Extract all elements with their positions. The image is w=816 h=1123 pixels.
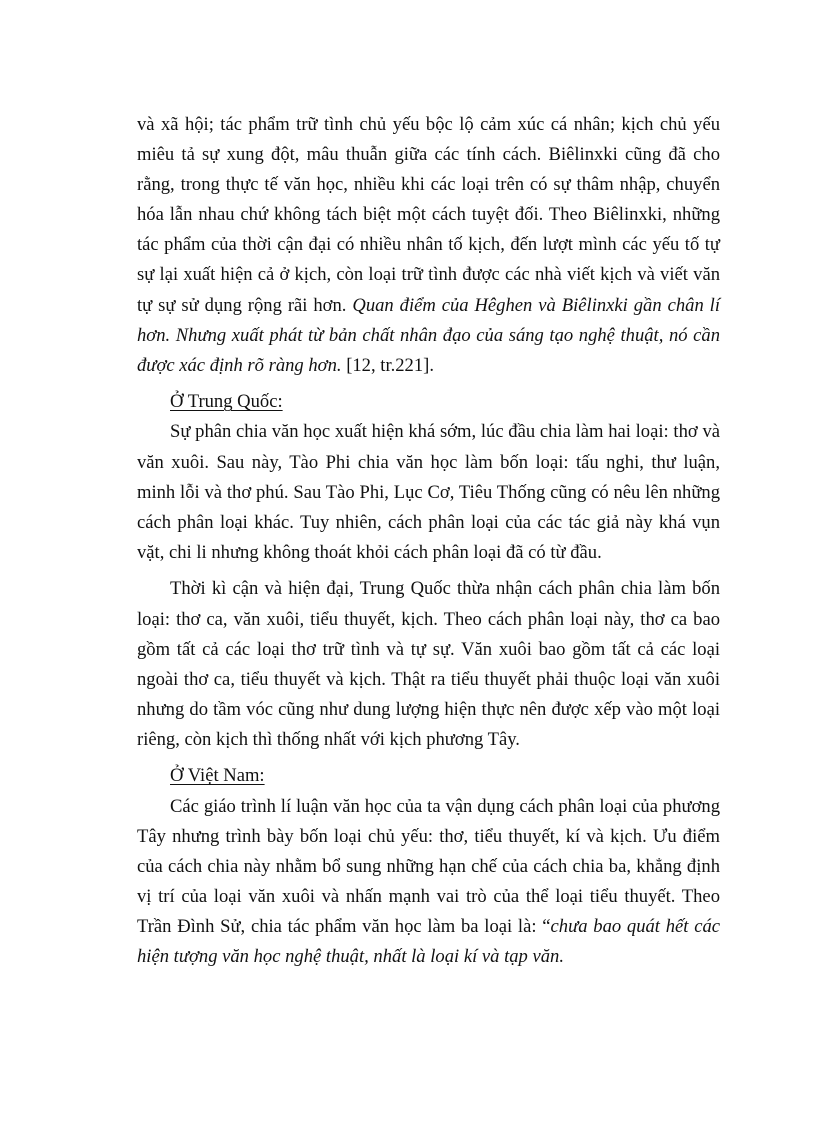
paragraph-continuation	[137, 110, 720, 381]
italic-quotation: chưa bao quát hết các hiện tượng văn học nghệ thuật, nhất là loại kí và tạp văn.	[137, 915, 720, 968]
paragraph-china-1: Sự phân chia văn học xuất hiện khá sớm, lúc đầu chia làm hai loại: thơ và văn xuôi. Sau này, Tào Phi chia văn học làm bốn loại: tấu nghi, thư luận, minh lỗi và thơ phú. Sau Tào Phi, Lục Cơ, Tiêu Thống cũng có nêu lên những cách phân loại khác. Tuy nhiên, cách phân loại của các tác giả này khá vụn vặt, chi li nhưng không thoát khỏi cách phân loại đã có từ đầu.	[137, 421, 720, 563]
section-heading-china: Ở Trung Quốc:	[170, 391, 283, 413]
italic-quotation: Quan điểm của Hêghen và Biêlinxki gần chân lí hơn. Nhưng xuất phát từ bản chất nhân đạo của sáng tạo nghệ thuật, nó cần được xác định rõ ràng hơn.	[137, 294, 721, 376]
paragraph-china-2: Thời kì cận và hiện đại, Trung Quốc thừa nhận cách phân chia làm bốn loại: thơ ca, văn xuôi, tiểu thuyết, kịch. Theo cách phân loại này, thơ ca bao gồm tất cả các loại thơ trữ tình và tự sự. Văn xuôi bao gồm tất cả các loại ngoài thơ ca, tiểu thuyết và kịch. Thật ra tiểu thuyết phải thuộc loại văn xuôi nhưng do tầm vóc cũng như dung lượng hiện thực nên được xếp vào một loại riêng, còn kịch thì thống nhất với kịch phương Tây.	[137, 578, 720, 750]
document-page	[137, 110, 720, 972]
section-heading-vietnam: Ở Việt Nam:	[170, 765, 265, 787]
paragraph-text: và xã hội; tác phẩm trữ tình chủ yếu bộc lộ cảm xúc cá nhân; kịch chủ yếu miêu tả sự xung đột, mâu thuẫn giữa các tính cách. Biêlinxki cũng đã cho rằng, trong thực tế văn học, nhiều khi các loại trên có sự thâm nhập, chuyển hóa lẫn nhau chứ không tách biệt một cách tuyệt đối. Theo Biêlinxki, những tác phẩm của thời cận đại có nhiều nhân tố kịch, đến lượt mình các yếu tố tự sự lại xuất hiện cả ở kịch, còn loại trữ tình được các nhà viết kịch và viết văn tự sự sử dụng rộng rãi hơn.	[137, 114, 720, 316]
paragraph-vietnam	[137, 792, 720, 973]
citation: [12, tr.221].	[341, 354, 434, 376]
paragraph-text: Các giáo trình lí luận văn học của ta vận dụng cách phân loại của phương Tây nhưng trình bày bốn loại chủ yếu: thơ, tiểu thuyết, kí và kịch. Ưu điểm của cách chia này nhằm bổ sung những hạn chế của cách chia ba, khẳng định vị trí của loại văn xuôi và nhấn mạnh vai trò của thể loại tiểu thuyết. Theo Trần Đình Sử, chia tác phẩm văn học làm ba loại là: “	[137, 795, 720, 937]
